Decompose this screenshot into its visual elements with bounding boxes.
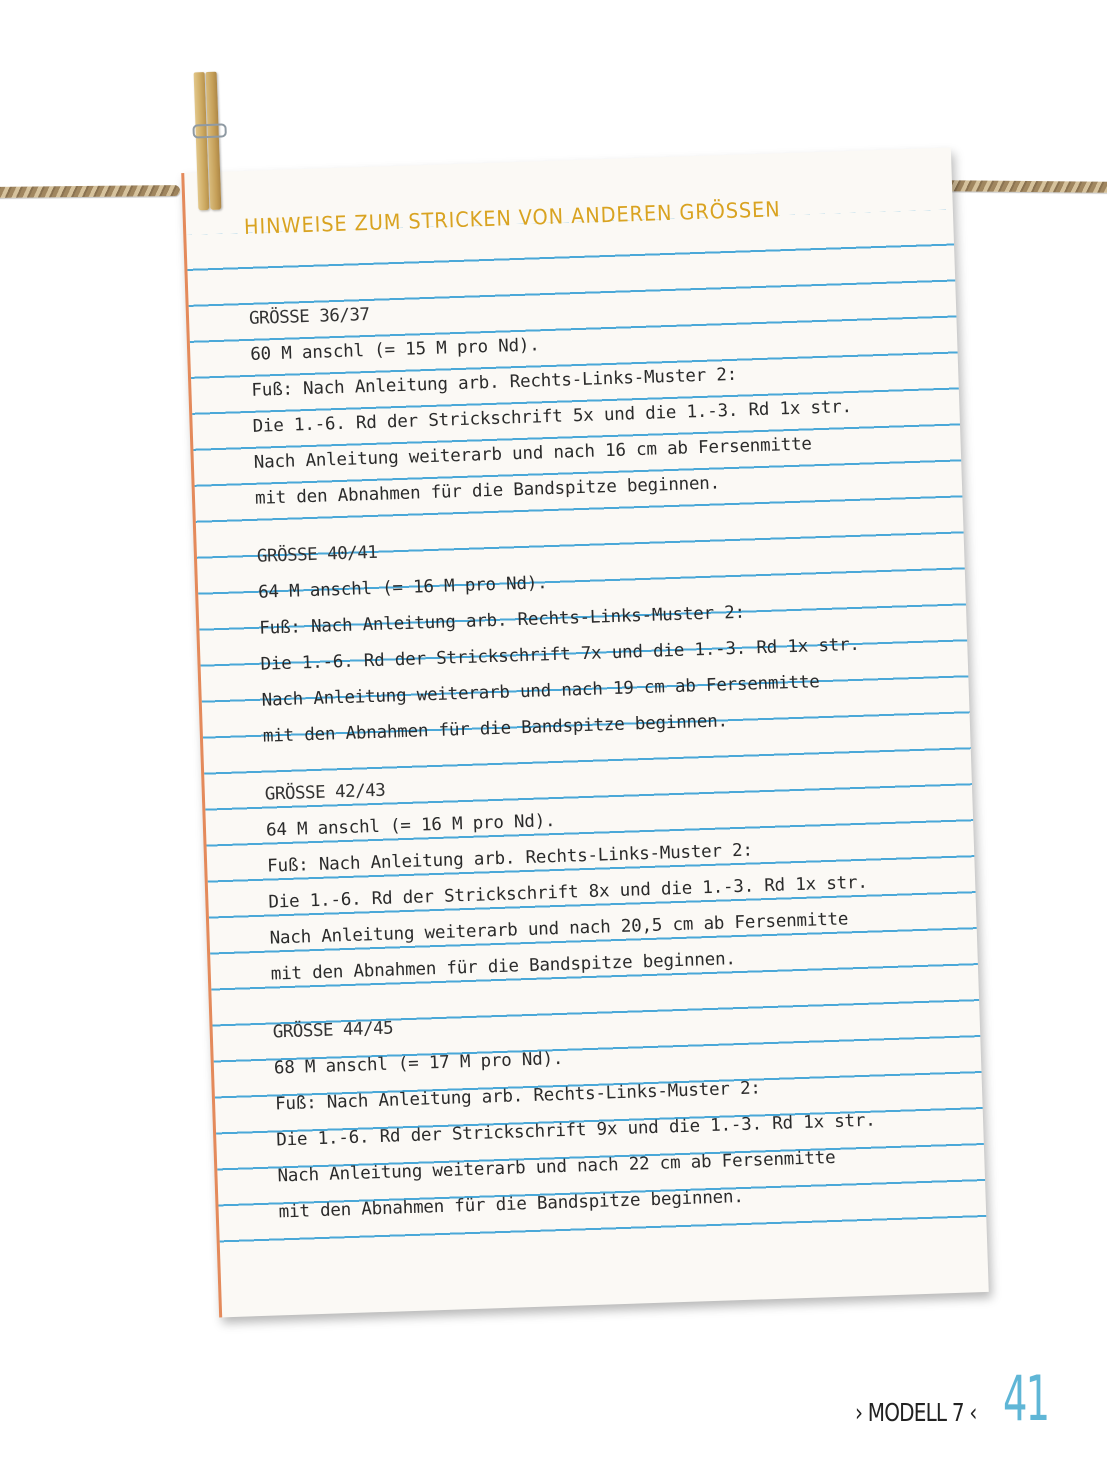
instruction-line: mit den Abnahmen für die Bandspitze beginnen. [278,1187,744,1223]
instruction-line: Die 1.-6. Rd der Strickschrift 5x und die 1.-3. Rd 1x str. [252,396,853,437]
instruction-line: Die 1.-6. Rd der Strickschrift 9x und die 1.-3. Rd 1x str. [276,1110,876,1151]
instruction-line: Fuß: Nach Anleitung arb. Rechts-Links-Muster 2: [259,602,746,639]
twine-left [0,185,180,198]
instruction-line: Die 1.-6. Rd der Strickschrift 7x und die 1.-3. Rd 1x str. [260,634,861,675]
instruction-line: Nach Anleitung weiterarb und nach 20,5 cm ab Fersenmitte [269,909,849,949]
size-section-44-45 [272,995,878,1231]
size-section-36-37 [249,281,855,517]
note-card [181,148,989,1318]
section-heading: GRÖSSE 44/45 [272,1018,394,1043]
instruction-line: Nach Anleitung weiterarb und nach 22 cm ab Fersenmitte [277,1147,836,1187]
instruction-line: 64 M anschl (= 16 M pro Nd). [257,573,548,603]
page-number: 41 [1003,1362,1049,1435]
twine-right [928,180,1107,193]
clothespin-spring [192,123,226,138]
instruction-line: Die 1.-6. Rd der Strickschrift 8x und die 1.-3. Rd 1x str. [268,872,868,913]
section-heading: GRÖSSE 36/37 [248,304,370,329]
instruction-line: mit den Abnahmen für die Bandspitze beginnen. [254,473,721,509]
instruction-line: mit den Abnahmen für die Bandspitze beginnen. [262,711,729,747]
instruction-line: Fuß: Nach Anleitung arb. Rechts-Links-Muster 2: [251,364,738,401]
instruction-line: Nach Anleitung weiterarb und nach 16 cm ab Fersenmitte [253,434,813,473]
instruction-line: Fuß: Nach Anleitung arb. Rechts-Links-Muster 2: [266,840,754,877]
instruction-line: 64 M anschl (= 16 M pro Nd). [265,811,556,841]
instruction-line: 68 M anschl (= 17 M pro Nd). [273,1048,564,1079]
section-heading: GRÖSSE 40/41 [256,542,378,567]
section-heading: GRÖSSE 42/43 [264,780,386,805]
instruction-line: mit den Abnahmen für die Bandspitze beginnen. [270,949,737,985]
size-section-42-43 [264,757,870,993]
chapter-label: › MODELL 7 ‹ [855,1398,977,1427]
card-title: HINWEISE ZUM STRICKEN VON ANDEREN GRÖSSEN [243,197,781,240]
clothespin-icon [194,72,223,211]
instruction-line: Nach Anleitung weiterarb und nach 19 cm ab Fersenmitte [261,672,820,711]
ruled-paper [181,148,989,1318]
size-section-40-41 [256,519,862,755]
instruction-line: 60 M anschl (= 15 M pro Nd). [249,335,540,365]
instruction-line: Fuß: Nach Anleitung arb. Rechts-Links-Muster 2: [274,1078,762,1115]
